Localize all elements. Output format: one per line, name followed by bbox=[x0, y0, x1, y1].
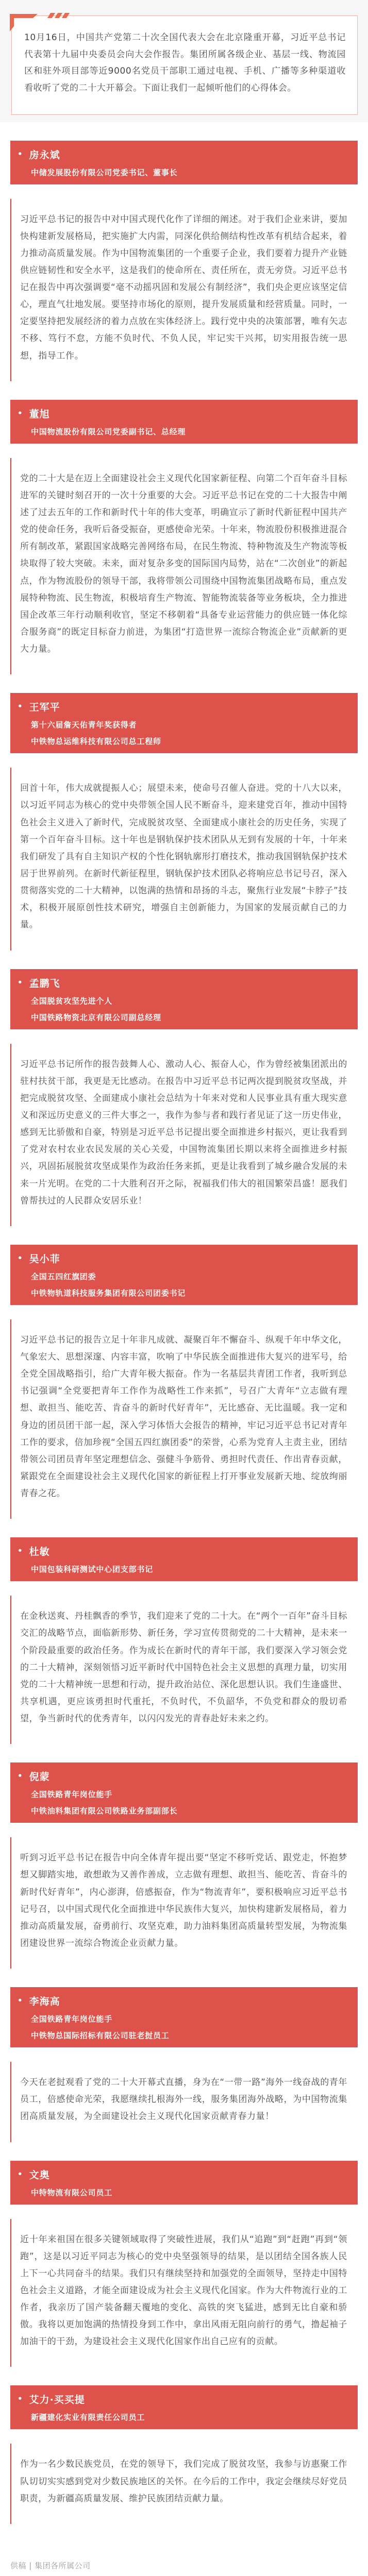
person-header bbox=[10, 2161, 358, 2205]
person-header bbox=[10, 1245, 358, 1305]
testimonial-text: 回首十年，伟大成就提振人心；展望未来，使命号召催人奋进。党的十八大以来，以习近平同志为核心的党中央带领全国人民不断奋斗，迎来建党百年，推动中国特色社会主义进入了新时代，完成脱贫攻坚、全面建成小康社会的历史任务，实现了第一个百年奋斗目标。这十年也是钢轨保护技术团队从无到有发展的十年，十年来我们研发了具有自主知识产权的个性化钢轨廓形打磨技术，推动我国钢轨保护技术居于世界前列。在新时代新征程里，钢轨保护技术团队必将响应总书记号召，深入贯彻落实党的二十大精神，以饱满的热情和昂扬的斗志，聚焦行业发展“卡脖子”技术，积极开展原创性技术研究，增强自主创新能力，为国家的发展贡献自己的力量。 bbox=[10, 768, 358, 950]
person-name bbox=[18, 2392, 348, 2406]
person-name bbox=[18, 1769, 348, 1783]
person-header bbox=[10, 2385, 358, 2429]
slash-icon bbox=[62, 13, 70, 18]
person-name bbox=[18, 700, 348, 714]
credit-value: 集团各所属公司 bbox=[35, 2561, 91, 2570]
person-title: 全国铁路青年岗位能手 bbox=[31, 2014, 113, 2024]
bullet-icon: • bbox=[18, 977, 23, 987]
bullet-icon: • bbox=[18, 2394, 23, 2404]
person-title: 中国物流股份有限公司党委副书记、总经理 bbox=[31, 427, 186, 436]
testimonial-text: 近十年来祖国在很多关键领域取得了突破性进展，我们从“追跑”到“赶跑”再到“领跑”，这是以习近平同志为核心的党中央坚强领导的结果，是以团结全国各族人民上下一心共同奋斗的结果。我们只有继续坚持和加强党的全面领导，坚持走中国特色社会主义道路，才能全面建设成为社会主义现代化国家。作为大件物流行业的工作者，我亲历了国产装备翻天覆地的变化、高铁的突飞猛进，感到无比自豪和骄傲。我将以更加饱满的热情投身到工作中，拿出风雨无阻向前行的勇气，撸起袖子加油干的干劲，为建设社会主义现代化国家作出自己应有的贡献。 bbox=[10, 2219, 358, 2367]
person-name-text: 吴小菲 bbox=[29, 1253, 60, 1265]
intro-text: 10月16日，中国共产党第二十次全国代表大会在北京隆重开幕，习近平总书记代表第十九届中央委员会向大会作报告。集团所属各级企业、基层一线、物流园区和驻外项目部等近9000名党员干部职工通过电视、手机、广播等多种渠道收看收听了党的二十大开幕会。下面让我们一起倾听他们的心得体会。 bbox=[24, 32, 346, 93]
intro-band bbox=[0, 0, 368, 122]
person-name-text: 倪蒙 bbox=[29, 1771, 50, 1783]
person-title: 中国包装科研测试中心团支部书记 bbox=[31, 1565, 154, 1574]
testimonial-section bbox=[0, 2161, 368, 2367]
person-title: 全国脱贫攻坚先进个人 bbox=[31, 996, 113, 1006]
slash-icon bbox=[47, 13, 55, 18]
person-header bbox=[10, 969, 358, 1029]
testimonial-section bbox=[0, 693, 368, 950]
person-name bbox=[18, 147, 348, 161]
person-header bbox=[10, 1987, 358, 2047]
person-name bbox=[18, 1251, 348, 1265]
person-title: 中铁物总运维科技有限公司总工程师 bbox=[31, 737, 161, 747]
credits-footer bbox=[10, 2557, 358, 2576]
testimonial-section bbox=[0, 1762, 368, 1969]
person-header bbox=[10, 693, 358, 753]
person-title: 全国铁路青年岗位能手 bbox=[31, 1790, 113, 1800]
testimonial-text: 习近平总书记的报告中对中国式现代化作了详细的阐述。对于我们企业来讲，要加快构建新发展格局，把实施扩大内需，同深化供给侧结构性改革有机结合起来，着力推动高质量发展。作为中国物流集团的一个重要子企业，我们要着力提升产业链供应链韧性和安全水平，这是我们的使命所在、责任所在，责无旁贷。习近平总书记在报告中再次强调要“毫不动摇巩固和发展公有制经济”，我们央企更应该坚定信心，理直气壮地发展。要坚持市场化的原则，提升发展质量和经营质量。同时，一定要坚持把发展经济的着力点放在实体经济上。践行党中央的决策部署，唯有矢志不移、笃行不怠，方能不负时代、不负人民，牢记实干兴邦，切实用报告统一思想，指导工作。 bbox=[10, 199, 358, 381]
person-name-text: 王军平 bbox=[29, 702, 60, 714]
bullet-icon: • bbox=[18, 1771, 23, 1781]
credit-label: 供稿 bbox=[10, 2561, 27, 2570]
person-name-text: 董旭 bbox=[29, 408, 50, 420]
person-name bbox=[18, 976, 348, 990]
testimonial-text: 作为一名少数民族党员，在党的领导下，我们完成了脱贫攻坚，我参与访惠聚工作队切切实实感到党对少数民族地区的关怀。在今后的工作中，我定会继续尽好党员职责，为新疆高质量发展、维护民族团结贡献力量。 bbox=[10, 2444, 358, 2523]
testimonial-text: 党的二十大是在迈上全面建设社会主义现代化国家新征程、向第二个百年奋斗目标进军的关键时刻召开的一次十分重要的大会。习近平总书记在党的二十大报告中阐述了过去五年的工作和新时代十年的伟大变革，明确宣示了新时代新征程中国共产党的使命任务，我听后备受振奋，更感使命光荣。十年来，物流股份积极推进混合所有制改革，紧跟国家战略完善网络布局，在民生物流、特种物流及生产物流等板块取得了较大突破。未来，面对复杂多变的国际国内局势，站在“二次创业”的新起点，作为物流股份的领导干部，我将带领公司围绕中国物流集团战略布局，重点发展特种物流、民生物流，积极培育生产物流、智能物流装备等业务板块，全力推进国企改革三年行动顺利收官，坚定不移朝着“具备专业运营能力的供应链一体化综合服务商”的既定目标奋力前进，为集团“打造世界一流综合物流企业”贡献新的更大力量。 bbox=[10, 458, 358, 675]
slashes-icon bbox=[49, 13, 68, 18]
person-header bbox=[10, 141, 358, 184]
person-title: 中铁物轨道科技服务集团有限公司团委书记 bbox=[31, 1288, 186, 1298]
person-name-text: 文奥 bbox=[29, 2169, 50, 2181]
person-title: 中特物流有限公司员工 bbox=[31, 2188, 113, 2197]
bullet-icon: • bbox=[18, 149, 23, 159]
bullet-icon: • bbox=[18, 1253, 23, 1263]
credit-separator: | bbox=[26, 2561, 35, 2570]
person-title: 中储发展股份有限公司党委书记、董事长 bbox=[31, 167, 178, 177]
person-name-text: 李海高 bbox=[29, 1996, 60, 2008]
person-title: 全国五四红旗团委 bbox=[31, 1272, 96, 1281]
testimonial-section bbox=[0, 1245, 368, 1519]
testimonial-section bbox=[0, 2385, 368, 2523]
person-name-text: 艾力·买买提 bbox=[29, 2394, 85, 2406]
person-title: 中铁油料集团有限公司铁路业务部副部长 bbox=[31, 1806, 178, 1816]
corner-accent-icon bbox=[10, 14, 38, 18]
intro-box bbox=[11, 15, 358, 115]
person-title: 第十六届詹天佑青年奖获得者 bbox=[31, 720, 137, 730]
person-header bbox=[10, 1537, 358, 1581]
testimonial-text: 在金秋送爽、丹桂飘香的季节，我们迎来了党的二十大。在“两个一百年”奋斗目标交汇的战略节点，面临新形势、新任务，学习宣传贯彻党的二十大精神，是未来一个阶段最重要的政治任务。作为成长在新时代的青年干部，我们要深入学习领会党的二十大精神，深刻领悟习近平新时代中国特色社会主义思想的真理力量，切实用党的二十大精神统一思想和行动，提升政治站位、深化思想认识。我们生逢盛世、共享机遇，更应该勇担时代重托，不负时代，不负韶华，不负党和群众的殷切希望，争当新时代的优秀青年，以闪闪发光的青春赴好未来之约。 bbox=[10, 1596, 358, 1744]
person-name bbox=[18, 1994, 348, 2008]
person-name-text: 孟鹏飞 bbox=[29, 977, 60, 989]
testimonial-text: 习近平总书记所作的报告鼓舞人心、激动人心、振奋人心，作为曾经被集团派出的驻村扶贫干部，我更是无比感动。在报告中习近平总书记两次提到脱贫攻坚战，并把完成脱贫攻坚、全面建成小康社会总结为十年来对党和人民事业具有重大现实意义和深远历史意义的三件大事之一，我作为参与者和践行者见证了这一历史伟业，感到无比骄傲和自豪，特别是习近平总书记提出要全面推进乡村振兴，更让我看到了党对农村农业农民发展的关心关爱，中国物流集团长期以来将全面推进乡村振兴，巩固拓展脱贫攻坚成果作为政治任务来抓，更是让我看到了城乡融合发展的未来一片光明。在党的二十大胜利召开之际，祝福我们伟大的祖国繁荣昌盛！愿我们曾帮扶过的人民群众安居乐业！ bbox=[10, 1044, 358, 1226]
testimonial-section bbox=[0, 969, 368, 1226]
credit-line bbox=[10, 2557, 358, 2576]
person-name bbox=[18, 406, 348, 420]
person-name-text: 房永斌 bbox=[29, 149, 60, 161]
person-title: 新疆建化实业有限责任公司员工 bbox=[31, 2413, 145, 2422]
testimonial-text: 习近平总书记的报告立足十年非凡成就、凝聚百年不懈奋斗、纵观千年中华文化，气象宏大、思想深邃、内容丰富，吹响了中华民族全面推进伟大复兴的进军号，给全党全国战略指引，给广大青年极大振奋。作为一名基层共青团工作者，我听到总书记强调“全党要把青年工作作为战略性工作来抓”，号召广大青年“立志做有理想、敢担当、能吃苦、肯奋斗的新时代好青年”，无比感奋、无比温暖。我一定和身边的团员团干部一起，深入学习体悟大会报告的精神，牢记习近平总书记对青年工作的要求，倍加珍视“全国五四红旗团委”的荣誉，心系为党育人主责主业，团结带领公司团员青年坚定理想信念、强健斗争筋骨、勇担时代责任、作出青春贡献，紧跟党在全面建设社会主义现代化国家的新征程上打开事业发展新天地、绽放绚丽青春之花。 bbox=[10, 1319, 358, 1519]
bullet-icon: • bbox=[18, 1546, 23, 1556]
person-name bbox=[18, 2167, 348, 2181]
person-name bbox=[18, 1544, 348, 1558]
bullet-icon: • bbox=[18, 2169, 23, 2179]
slash-icon bbox=[55, 13, 62, 18]
testimonial-section bbox=[0, 1537, 368, 1744]
corner-accent-icon bbox=[10, 14, 14, 31]
bullet-icon: • bbox=[18, 408, 23, 418]
person-name-text: 杜敏 bbox=[29, 1546, 50, 1558]
bullet-icon: • bbox=[18, 1996, 23, 2006]
person-header bbox=[10, 400, 358, 444]
bullet-icon: • bbox=[18, 702, 23, 711]
testimonial-section bbox=[0, 400, 368, 675]
testimonial-text: 听到习近平总书记在报告中向全体青年提出要“坚定不移听党话、跟党走，怀抱梦想又脚踏实地，敢想敢为又善作善成，立志做有理想、敢担当、能吃苦、肯奋斗的新时代好青年”，内心澎湃，倍感振奋，作为“物流青年”，要积极响应习近平总书记号召，以中国式现代化全面推进中华民族伟大复兴，加快构建新发展格局，着力推动高质量发展，奋勇前行、攻坚克难，助力油料集团高质量转型发展，为物流集团建设世界一流综合物流企业贡献力量。 bbox=[10, 1837, 358, 1969]
testimonial-text: 今天在老挝观看了党的二十大开幕式直播，身为在“一带一路”海外一线奋战的青年员工，倍感使命光荣，我愿继续扎根海外一线，服务集团海外战略，为中国物流集团高质量发展，为全面建设社会主义现代化国家贡献青春力量！ bbox=[10, 2062, 358, 2142]
testimonial-section bbox=[0, 1987, 368, 2142]
person-header bbox=[10, 1762, 358, 1823]
testimonial-section bbox=[0, 141, 368, 381]
person-title: 中国铁路物资北京有限公司副总经理 bbox=[31, 1012, 161, 1022]
person-title: 中铁物总国际招标有限公司驻老挝员工 bbox=[31, 2031, 170, 2041]
